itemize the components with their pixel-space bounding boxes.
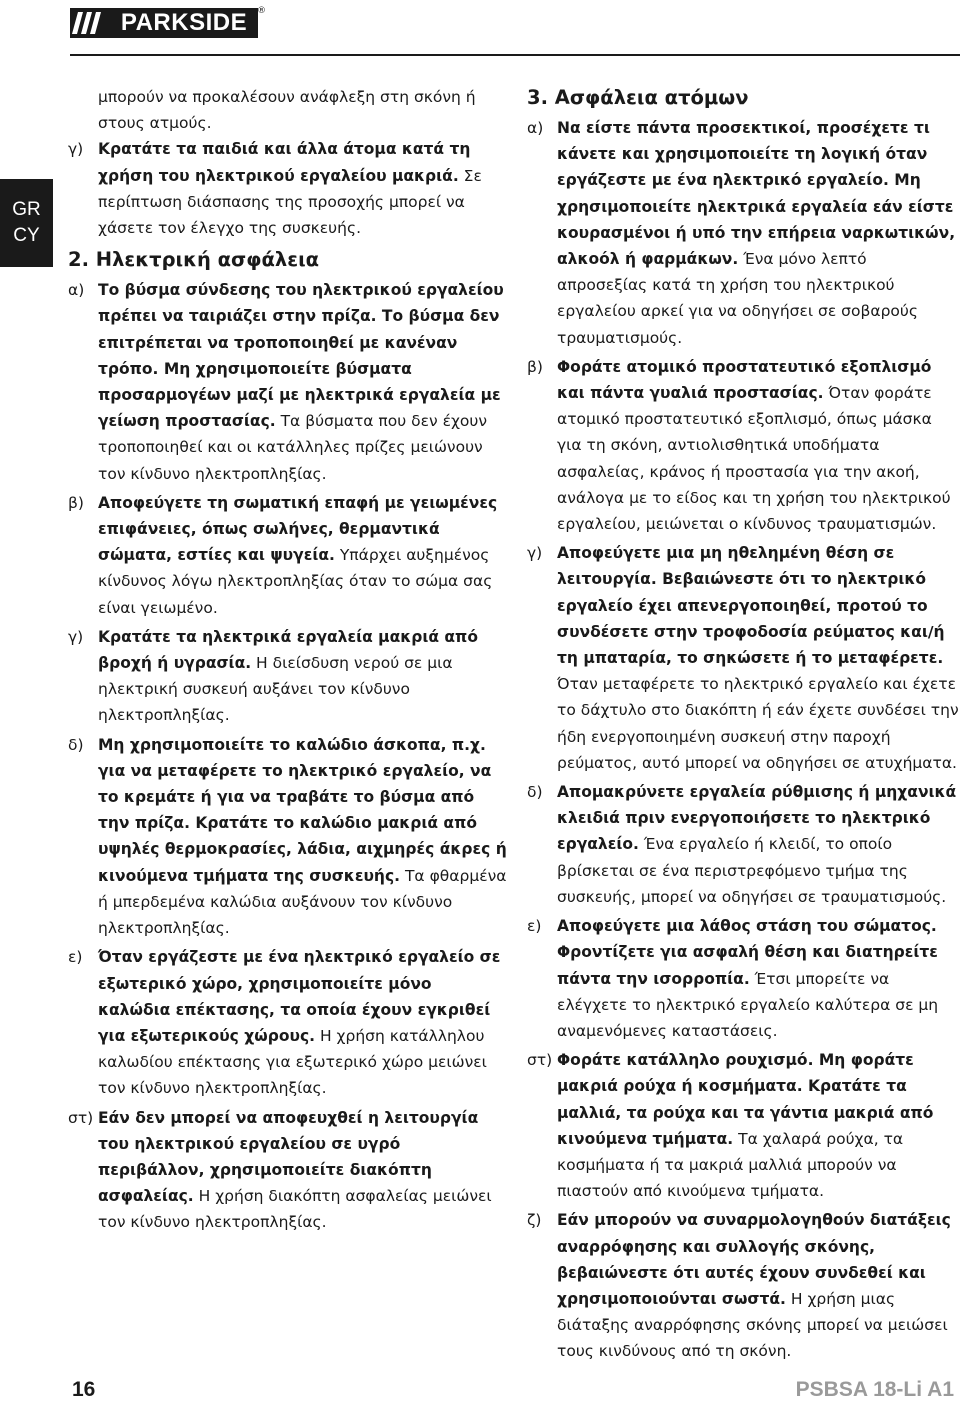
item-bold: Φοράτε κατάλληλο ρουχισμό. Μη φοράτε μακριά ρούχα ή κοσμήματα. Κρατάτε τα μαλλιά, τα ρούχα και τα γάντια μακριά από κινούμενα τμήματα. (557, 1051, 934, 1148)
item-label: γ) (527, 544, 543, 563)
item-bold: Εάν δεν μπορεί να αποφευχθεί η λειτουργία του ηλεκτρικού εργαλείου σε υγρό περιβάλλον, χρησιμοποιείτε διακόπτη ασφαλείας. (98, 1108, 479, 1206)
item-text (98, 277, 508, 487)
item-label: ε) (527, 917, 542, 936)
item-text (557, 1047, 959, 1204)
item-label: α) (527, 119, 544, 137)
item-label: α) (68, 281, 85, 300)
item-bold: Το βύσμα σύνδεσης του ηλεκτρικού εργαλείου πρέπει να ταιριάζει στην πρίζα. Το βύσμα δεν επιτρέπεται να τροποποιηθεί με κανέναν τρόπο. Μη χρησιμοποιείτε βύσματα προσαρμογέων μαζί με ηλεκτρικά εργαλεία με γείωση προστασίας. (98, 281, 504, 431)
item-normal: Τα βύσματα που δεν έχουν τροποποιηθεί και οι κατάλληλες πρίζες μειώνουν τον κίνδυνο ηλεκτροπληξίας. (98, 412, 488, 483)
item-bold: Κρατάτε τα ηλεκτρικά εργαλεία μακριά από βροχή ή υγρασία. (98, 627, 478, 673)
item-normal: Σε περίπτωση διάσπασης της προσοχής μπορεί να χάσετε τον έλεγχο της συσκευής. (98, 166, 482, 238)
item-label: β) (68, 493, 84, 512)
item-bold: Να είστε πάντα προσεκτικοί, προσέχετε τι κάνετε και χρησιμοποιείτε τη λογική όταν εργάζεστε με ένα ηλεκτρικό εργαλείο. Μη χρησιμοποιείτε ηλεκτρικά εργαλεία εάν είστε κουρασμένοι ή υπό την επήρεια ναρκωτικών, αλκοόλ ή φαρμάκων. (557, 119, 956, 269)
list-item (527, 779, 959, 910)
list-item (68, 490, 508, 621)
item-normal: Έτσι μπορείτε να ελέγχετε το ηλεκτρικό εργαλείο καλύτερα σε μη αναμενόμενες καταστάσεις. (557, 969, 939, 1040)
header-rule (70, 54, 960, 56)
list-item (68, 732, 508, 942)
item-label: ε) (68, 948, 83, 967)
list-item (68, 136, 508, 241)
item-text (557, 913, 959, 1044)
item-label: β) (527, 357, 543, 376)
item-bold: Μη χρησιμοποιείτε το καλώδιο άσκοπα, π.χ. για να μεταφέρετε το ηλεκτρικό εργαλείο, να το κρεμάτε ή για να τραβάτε το βύσμα από την πρίζα. Κρατάτε το καλώδιο μακριά από υψηλές θερμοκρασίες, λάδια, αιχμηρές άκρες ή κινούμενα τμήματα της συσκευής. (98, 735, 507, 885)
item-normal: Όταν φοράτε ατομικό προστατευτικό εξοπλισμό, όπως μάσκα για τη σκόνη, αντιολισθητικά υποδήματα ασφαλείας, κράνος ή προστασία για την ακοή, ανάλογα με το είδος και τη χρήση του ηλεκτρικού εργαλείου, μειώνεται ο κίνδυνος τραυματισμών. (557, 384, 951, 534)
item-text (557, 354, 959, 537)
item-normal: Η χρήση κατάλληλου καλωδίου επέκτασης για εξωτερικό χώρο μειώνει τον κίνδυνο ηλεκτροπληξίας. (98, 1026, 487, 1098)
left-column (68, 84, 508, 1239)
logo-stripes-icon (70, 8, 110, 38)
item-normal: Υπάρχει αυξημένος κίνδυνος λόγω ηλεκτροπληξίας όταν το σώμα σας είναι γειωμένο. (98, 546, 493, 617)
language-tab (0, 179, 53, 267)
section-3-heading: 3. Ασφάλεια ατόμων (527, 86, 749, 109)
list-item (527, 540, 959, 776)
item-normal: Ένα εργαλείο ή κλειδί, το οποίο βρίσκεται σε ένα περιστρεφόμενο τμήμα της συσκευής, μπορεί να οδηγήσει σε τραυματισμούς. (557, 835, 947, 906)
item-bold: Αποφεύγετε μια λάθος στάση του σώματος. Φροντίζετε για ασφαλή θέση και διατηρείτε πάντα την ισορροπία. (557, 917, 938, 988)
item-bold: Φοράτε ατομικό προστατευτικό εξοπλισμό και πάντα γυαλιά προστασίας. (557, 357, 932, 403)
page-number: 16 (72, 1378, 96, 1401)
list-item (527, 1207, 959, 1364)
item-normal: Τα χαλαρά ρούχα, τα κοσμήματα ή τα μακριά μαλλιά μπορούν να πιαστούν από κινούμενα τμήματα. (557, 1129, 904, 1201)
list-item (68, 624, 508, 729)
item-bold: Αποφεύγετε τη σωματική επαφή με γειωμένες επιφάνειες, όπως σωλήνες, θερμαντικά σώματα, εστίες και ψυγεία. (98, 493, 498, 565)
list-item (68, 277, 508, 487)
item-text (557, 540, 959, 776)
list-item (527, 115, 959, 351)
item-bold: Απομακρύνετε εργαλεία ρύθμισης ή μηχανικά κλειδιά πριν ενεργοποιήσετε το ηλεκτρικό εργαλείο. (557, 783, 957, 854)
item-label: στ) (527, 1051, 553, 1070)
item-normal: Η χρήση μιας διάταξης αναρρόφησης σκόνης μπορεί να μειώσει τους κινδύνους από τη σκόνη. (557, 1289, 948, 1361)
item-bold: Αποφεύγετε μια μη ηθελημένη θέση σε λειτουργία. Βεβαιώνεστε ότι το ηλεκτρικό εργαλείο έχει απενεργοποιηθεί, προτού το συνδέσετε στην τροφοδοσία ρεύματος και/ή τη μπαταρία, το σηκώσετε ή το μεταφέρετε. (557, 544, 945, 668)
item-text (98, 944, 508, 1101)
item-bold: Εάν μπορούν να συναρμολογηθούν διατάξεις αναρρόφησης και συλλογής σκόνης, βεβαιώνεστε ότι αυτές έχουν συνδεθεί και χρησιμοποιούνται σωστά. (557, 1211, 951, 1308)
item-text (557, 1207, 959, 1364)
lang-code-cy: CY (13, 225, 40, 246)
list-item (527, 1047, 959, 1204)
item-label: γ) (68, 140, 84, 159)
list-item (527, 354, 959, 537)
item-label: ζ) (527, 1211, 542, 1230)
item-text (98, 624, 508, 729)
item-label: γ) (68, 627, 84, 646)
item-normal: Όταν μεταφέρετε το ηλεκτρικό εργαλείο και έχετε το δάχτυλο στο διακόπτη ή εάν έχετε συνδέσει την ήδη ενεργοποιημένη συσκευή στην παροχή ρεύματος, αυτό μπορεί να οδηγήσει σε ατυχήματα. (557, 675, 959, 772)
item-text (98, 136, 508, 241)
item-text (557, 115, 959, 351)
item-normal: Η διείσδυση νερού σε μια ηλεκτρική συσκευή αυξάνει τον κίνδυνο ηλεκτροπληξίας. (98, 654, 453, 725)
lang-code-gr: GR (12, 199, 41, 220)
item-text (98, 490, 508, 621)
item-bold: Κρατάτε τα παιδιά και άλλα άτομα κατά τη χρήση του ηλεκτρικού εργαλείου μακριά. (98, 140, 471, 185)
list-item (68, 1105, 508, 1236)
intro-continuation: μπορούν να προκαλέσουν ανάφλεξη στη σκόνη ή στους ατμούς. (98, 88, 476, 133)
item-normal: Ένα μόνο λεπτό απροσεξίας κατά τη χρήση του ηλεκτρικού εργαλείου αρκεί για να οδηγήσει σε σοβαρούς τραυματισμούς. (557, 250, 918, 347)
list-item (527, 913, 959, 1044)
item-text (98, 732, 508, 942)
section-2-heading: 2. Ηλεκτρική ασφάλεια (68, 248, 320, 272)
model-number: PSBSA 18-Li A1 (795, 1378, 954, 1401)
parkside-logo (70, 6, 266, 38)
item-text (98, 1105, 508, 1236)
page-footer (72, 1378, 954, 1408)
list-item (68, 944, 508, 1101)
right-column (527, 84, 959, 1368)
item-label: δ) (527, 783, 543, 802)
item-label: στ) (68, 1108, 94, 1127)
item-label: δ) (68, 735, 84, 754)
item-text (557, 779, 959, 910)
brand-name: PARKSIDE (110, 8, 258, 38)
item-normal: Τα φθαρμένα ή μπερδεμένα καλώδια αυξάνουν τον κίνδυνο ηλεκτροπληξίας. (98, 866, 507, 938)
item-bold: Όταν εργάζεστε με ένα ηλεκτρικό εργαλείο σε εξωτερικό χώρο, χρησιμοποιείτε μόνο καλώδια επέκτασης, τα οποία έχουν εγκριθεί για εξωτερικούς χώρους. (98, 948, 501, 1045)
item-normal: Η χρήση διακόπτη ασφαλείας μειώνει τον κίνδυνο ηλεκτροπληξίας. (98, 1187, 492, 1232)
registered-mark: ® (257, 6, 266, 16)
